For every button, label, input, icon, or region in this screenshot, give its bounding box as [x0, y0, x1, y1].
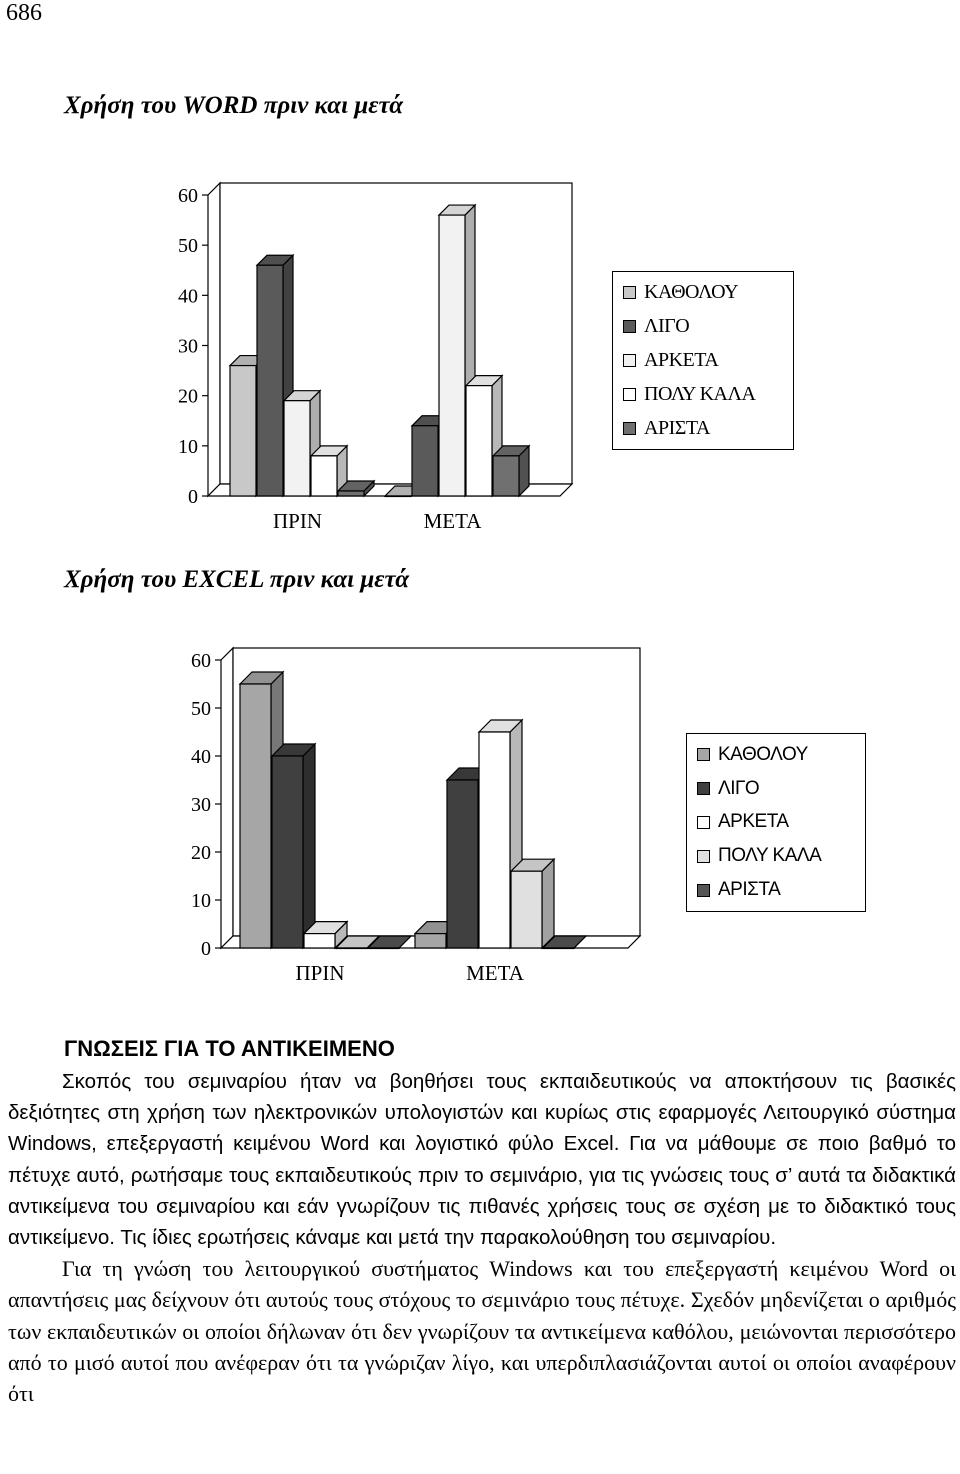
section-heading: ΓΝΩΣΕΙΣ ΓΙΑ ΤΟ ΑΝΤΙΚΕΙΜΕΝΟ: [64, 1036, 395, 1061]
bar-ΛΙΓΟ: [447, 780, 478, 948]
category-label: ΜΕΤΑ: [423, 509, 482, 533]
y-tick-label: 60: [178, 185, 198, 207]
y-tick-label: 0: [201, 938, 211, 960]
page-number: 686: [6, 0, 42, 26]
y-tick-label: 20: [191, 842, 211, 864]
legend-label: ΚΑΘΟΛΟΥ: [718, 743, 808, 765]
paragraph-2: Για τη γνώση του λειτουργικού συστήματος Windows και του επεξεργαστή κειμένου Word οι απαντήσεις μας δείχνουν ότι αυτούς τους στόχους το σεμινάριο τους πέτυχε. Σχεδόν μηδενίζεται ο αριθμός των εκπαιδευτικών οι οποίοι δήλωναν ότι δεν γνωρίζουν τα αντικείμενα καθόλου, μειώνονται περισσότερο από το μισό αυτοί που ανέφεραν ότι τα γνώριζαν λίγο, και υπερδιπλασιάζονται αυτοί οι οποίοι αναφέρουν ότι: [8, 1256, 956, 1407]
legend-label: ΠΟΛΥ ΚΑΛΑ: [718, 845, 822, 867]
y-tick-label: 0: [188, 486, 198, 508]
legend-swatch: [697, 850, 710, 863]
bar-ΚΑΘΟΛΟΥ: [415, 934, 446, 948]
y-tick-label: 40: [178, 285, 198, 308]
y-tick-label: 10: [191, 890, 211, 912]
bar-side: [542, 859, 554, 948]
y-tick-label: 50: [178, 235, 198, 258]
y-tick-label: 10: [178, 435, 198, 458]
legend-swatch: [697, 884, 710, 897]
bar-ΠΟΛΥ ΚΑΛΑ: [336, 948, 367, 949]
legend-item: [697, 738, 857, 772]
category-label: ΠΡΙΝ: [295, 961, 345, 985]
y-tick-label: 30: [178, 335, 198, 358]
bar-ΑΡΚΕΤΑ: [304, 934, 335, 948]
side-wall: [221, 648, 233, 948]
legend-label: ΑΡΚΕΤΑ: [644, 348, 719, 371]
y-tick-label: 30: [191, 794, 211, 816]
legend-label: ΠΟΛΥ ΚΑΛΑ: [644, 382, 756, 405]
legend-label: ΛΙΓΟ: [644, 315, 690, 338]
category-label: ΠΡΙΝ: [272, 509, 323, 533]
bar-ΑΡΙΣΤΑ: [368, 948, 399, 949]
legend-label: ΛΙΓΟ: [718, 777, 760, 799]
knowledge-section: [8, 1034, 956, 1409]
excel-chart-legend: [686, 733, 866, 912]
legend-item: [697, 839, 857, 873]
bar-ΑΡΙΣΤΑ: [543, 948, 574, 949]
y-tick-label: 50: [191, 698, 211, 720]
paragraph-1: Σκοπός του σεμιναρίου ήταν να βοηθήσει τους εκπαιδευτικούς να αποκτήσουν τις βασικές δεξιότητες στη χρήση των ηλεκτρονικών υπολογιστών και κυρίως στις εφαρμογές Λειτουργικό σύστημα Windows, επεξεργαστή κειμένου Word και λογιστικό φύλο Excel. Για να μάθουμε σε ποιο βαθμό το πέτυχε αυτό, ρωτήσαμε τους εκπαιδευτικούς πριν το σεμινάριο, για τις γνώσεις τους σ’ αυτά τα διδακτικά αντικείμενα του σεμιναρίου και εάν γνωρίζουν τις πιθανές χρήσεις τους σε σχέση με το διδακτικό τους αντικείμενο. Τις ίδιες ερωτήσεις κάναμε και μετά την παρακολούθηση του σεμιναρίου.: [8, 1070, 956, 1250]
bar-ΛΙΓΟ: [272, 756, 303, 948]
bar-ΠΟΛΥ ΚΑΛΑ: [511, 871, 542, 948]
legend-label: ΑΡΚΕΤΑ: [718, 811, 789, 833]
legend-item: [697, 772, 857, 806]
word-chart-title: Χρήση του WORD πριν και μετά: [64, 92, 404, 119]
legend-item: [697, 873, 857, 907]
y-tick-label: 20: [178, 385, 198, 408]
bar-side: [303, 744, 315, 948]
bar-ΚΑΘΟΛΟΥ: [240, 684, 271, 948]
legend-swatch: [697, 782, 710, 795]
legend-label: ΑΡΙΣΤΑ: [718, 879, 781, 901]
y-tick-label: 60: [191, 650, 211, 672]
bar-ΑΡΚΕΤΑ: [479, 732, 510, 948]
legend-swatch: [697, 816, 710, 829]
category-label: ΜΕΤΑ: [466, 961, 524, 985]
legend-item: [697, 806, 857, 840]
excel-chart-title: Χρήση του EXCEL πριν και μετά: [64, 566, 410, 593]
legend-label: ΚΑΘΟΛΟΥ: [644, 281, 739, 304]
legend-label: ΑΡΙΣΤΑ: [644, 416, 710, 439]
legend-swatch: [697, 748, 710, 761]
y-tick-label: 40: [191, 746, 211, 768]
